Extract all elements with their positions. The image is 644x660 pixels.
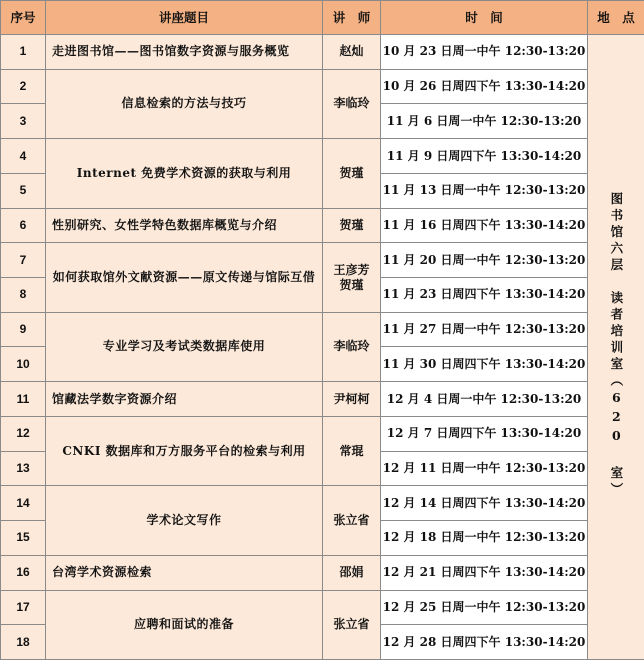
lecturer-name: 尹柯柯	[333, 391, 370, 406]
session-number: 2	[1, 69, 46, 104]
session-number: 8	[1, 278, 46, 313]
lecture-topic: 应聘和面试的准备	[46, 590, 323, 660]
session-time: 12 月 18 日周一中午 12:30-13:20	[381, 521, 588, 556]
session-time: 10 月 26 日周四下午 13:30-14:20	[381, 69, 588, 104]
session-number: 5	[1, 173, 46, 208]
lecturer-name: 李临玲	[333, 96, 370, 111]
session-number: 10	[1, 347, 46, 382]
lecture-topic: 专业学习及考试类数据库使用	[46, 312, 323, 381]
table-row	[1, 486, 644, 521]
table-row	[1, 208, 644, 243]
lecturer-name: 王彦芳	[333, 262, 370, 277]
lecturer-name: 贺瑾	[339, 217, 364, 232]
session-number: 11	[1, 382, 46, 417]
lecture-topic: 性别研究、女性学特色数据库概览与介绍	[46, 208, 323, 243]
location-cell	[588, 35, 644, 660]
session-number: 13	[1, 451, 46, 486]
session-number: 14	[1, 486, 46, 521]
header-row	[1, 1, 644, 35]
session-time: 12 月 11 日周一中午 12:30-13:20	[381, 451, 588, 486]
session-number: 4	[1, 139, 46, 174]
lecture-topic: 走进图书馆——图书馆数字资源与服务概览	[46, 35, 323, 70]
session-number: 6	[1, 208, 46, 243]
table-row	[1, 312, 644, 347]
session-time: 11 月 20 日周一中午 12:30-13:20	[381, 243, 588, 278]
header-topic: 讲座题目	[46, 1, 323, 35]
session-time: 11 月 6 日周一中午 12:30-13:20	[381, 104, 588, 139]
lecturer-cell	[323, 69, 381, 138]
lecturer-cell	[323, 139, 381, 208]
session-time: 12 月 7 日周四下午 13:30-14:20	[381, 416, 588, 451]
session-number: 15	[1, 521, 46, 556]
lecture-topic: 信息检索的方法与技巧	[46, 69, 323, 138]
table-row	[1, 243, 644, 278]
lecturer-cell	[323, 590, 381, 660]
lecture-topic: 台湾学术资源检索	[46, 555, 323, 590]
lecturer-name: 贺瑾	[339, 277, 364, 292]
session-time: 12 月 21 日周四下午 13:30-14:20	[381, 555, 588, 590]
session-time: 12 月 14 日周四下午 13:30-14:20	[381, 486, 588, 521]
session-number: 12	[1, 416, 46, 451]
lecture-topic: 如何获取馆外文献资源——原文传递与馆际互借	[46, 243, 323, 312]
session-time: 11 月 13 日周一中午 12:30-13:20	[381, 173, 588, 208]
session-number: 18	[1, 625, 46, 660]
header-time: 时 间	[381, 1, 588, 35]
session-time: 11 月 16 日周四下午 13:30-14:20	[381, 208, 588, 243]
lecture-topic: Internet 免费学术资源的获取与利用	[46, 139, 323, 208]
lecturer-cell	[323, 208, 381, 243]
table-row	[1, 139, 644, 174]
session-number: 7	[1, 243, 46, 278]
lecturer-cell	[323, 382, 381, 417]
session-number: 17	[1, 590, 46, 625]
session-number: 16	[1, 555, 46, 590]
session-time: 11 月 9 日周四下午 13:30-14:20	[381, 139, 588, 174]
lecturer-cell	[323, 35, 381, 70]
lecture-topic: 学术论文写作	[46, 486, 323, 555]
header-seq: 序号	[1, 1, 46, 35]
table-row	[1, 416, 644, 451]
lecture-topic: CNKI 数据库和万方服务平台的检索与利用	[46, 416, 323, 485]
table-row	[1, 590, 644, 625]
lecturer-name: 赵灿	[339, 44, 364, 59]
location-text: 图书馆六层 读者培训室（620 室）	[608, 191, 624, 499]
lecturer-cell	[323, 416, 381, 485]
lecturer-name: 常琨	[339, 443, 364, 458]
lecturer-cell	[323, 486, 381, 555]
table-row	[1, 555, 644, 590]
session-time: 11 月 23 日周四下午 13:30-14:20	[381, 278, 588, 313]
header-place: 地 点	[588, 1, 644, 35]
lecturer-cell	[323, 243, 381, 312]
lecturer-name: 张立省	[333, 513, 370, 528]
session-time: 12 月 28 日周四下午 13:30-14:20	[381, 625, 588, 660]
lecturer-cell	[323, 555, 381, 590]
session-time: 12 月 25 日周一中午 12:30-13:20	[381, 590, 588, 625]
session-time: 11 月 30 日周四下午 13:30-14:20	[381, 347, 588, 382]
lecture-topic: 馆藏法学数字资源介绍	[46, 382, 323, 417]
lecturer-name: 邵娟	[339, 565, 364, 580]
session-time: 10 月 23 日周一中午 12:30-13:20	[381, 35, 588, 70]
session-number: 3	[1, 104, 46, 139]
lecturer-name: 李临玲	[333, 339, 370, 354]
session-time: 12 月 4 日周一中午 12:30-13:20	[381, 382, 588, 417]
session-number: 9	[1, 312, 46, 347]
table-row	[1, 382, 644, 417]
session-number: 1	[1, 35, 46, 70]
lecturer-cell	[323, 312, 381, 381]
lecturer-name: 张立省	[333, 617, 370, 632]
lecturer-name: 贺瑾	[339, 165, 364, 180]
table-row	[1, 35, 644, 70]
session-time: 11 月 27 日周一中午 12:30-13:20	[381, 312, 588, 347]
table-row	[1, 69, 644, 104]
schedule-body	[1, 35, 644, 660]
header-lecturer: 讲 师	[323, 1, 381, 35]
